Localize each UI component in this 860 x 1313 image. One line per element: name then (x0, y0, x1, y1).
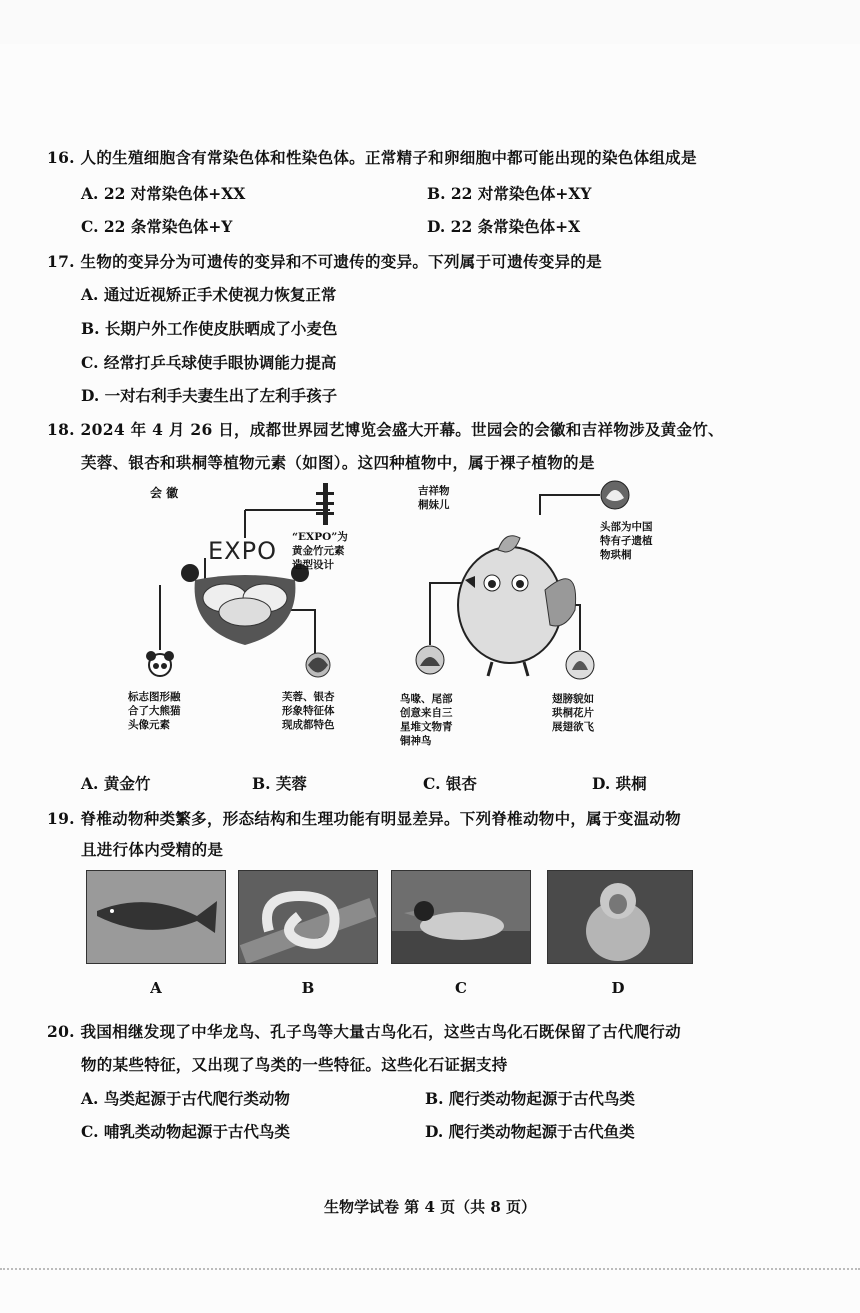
q18-option-b: B. 芙蓉 (252, 774, 307, 793)
q18-stem-line1: 18. 2024 年 4 月 26 日，成都世界园艺博览会盛大开幕。世园会的会徽和吉祥物涉及黄金竹、 (47, 420, 724, 439)
wing-note-line3: 展翅欲飞 (552, 721, 594, 733)
mascot-label (418, 484, 450, 512)
panda-note-line1: 标志图形融 (128, 691, 181, 703)
bamboo-icon (316, 483, 334, 525)
q17-stem: 17. 生物的变异分为可遗传的变异和不可遗传的变异。下列属于可遗传变异的是 (47, 252, 602, 271)
expo-logo-text: EXPO (208, 537, 277, 565)
dove-tree-icon (601, 481, 629, 509)
dove-tree-note (600, 520, 653, 562)
q20-option-a: A. 鸟类起源于古代爬行类动物 (81, 1089, 290, 1108)
q19-stem-line1: 19. 脊椎动物种类繁多，形态结构和生理功能有明显差异。下列脊椎动物中，属于变温动物 (47, 809, 681, 828)
q18-option-d: D. 珙桐 (592, 774, 647, 793)
ginkgo-note-line1: 鸟喙、尾部 (400, 693, 453, 705)
snake-photo (238, 870, 378, 964)
wing-note-line1: 翅膀貌如 (552, 693, 594, 705)
photo-label-b: B (301, 979, 315, 997)
ginkgo-icon (416, 646, 444, 674)
hibiscus-note-line3: 现成都特色 (282, 719, 335, 731)
fish-icon (87, 871, 225, 963)
dove-tree-note-line2: 特有孑遗植 (600, 535, 653, 547)
duck-icon (392, 871, 530, 963)
dove-tree-note-line1: 头部为中国 (600, 521, 653, 533)
monkey-icon (548, 871, 692, 963)
flower-icon (566, 651, 594, 679)
fish-photo (86, 870, 226, 964)
page-footer: 生物学试卷 第 4 页（共 8 页） (324, 1198, 536, 1216)
hibiscus-note (282, 690, 335, 732)
bamboo-note (292, 530, 348, 572)
ginkgo-note-line4: 铜神鸟 (400, 735, 432, 747)
hibiscus-note-line1: 芙蓉、银杏 (282, 691, 335, 703)
ginkgo-note-line3: 星堆文物青 (400, 721, 453, 733)
photo-label-a: A (150, 979, 162, 997)
panda-note-line2: 合了大熊猫 (128, 705, 181, 717)
q18-option-c: C. 银杏 (423, 774, 477, 793)
top-band (0, 0, 860, 45)
wing-note-line2: 珙桐花片 (552, 707, 594, 719)
hibiscus-icon (306, 653, 330, 677)
photo-label-d: D (611, 979, 625, 997)
q16-option-d: D. 22 条常染色体+X (427, 217, 581, 236)
bamboo-note-line3: 造型设计 (292, 559, 334, 571)
mascot-label-line2: 桐妹儿 (418, 499, 450, 511)
wing-note (552, 692, 594, 734)
q20-stem-line1: 20. 我国相继发现了中华龙鸟、孔子鸟等大量古鸟化石，这些古鸟化石既保留了古代爬行动 (47, 1022, 681, 1041)
hibiscus-note-line2: 形象特征体 (282, 705, 335, 717)
q16-option-a: A. 22 对常染色体+XX (81, 184, 246, 203)
bamboo-note-line2: 黄金竹元素 (292, 545, 345, 557)
dove-tree-note-line3: 物珙桐 (600, 549, 632, 561)
q20-stem-line2: 物的某些特征，又出现了鸟类的一些特征。这些化石证据支持 (81, 1055, 508, 1074)
mascot-label-line1: 吉祥物 (418, 485, 450, 497)
q18-figure (120, 480, 760, 780)
emblem-label: 会 徽 (150, 486, 179, 500)
photo-label-c: C (455, 979, 467, 997)
ginkgo-note (400, 692, 453, 748)
q18-option-a: A. 黄金竹 (81, 774, 151, 793)
q17-option-b: B. 长期户外工作使皮肤晒成了小麦色 (81, 319, 338, 338)
q17-option-d: D. 一对右利手夫妻生出了左利手孩子 (81, 386, 338, 405)
q19-stem-line2: 且进行体内受精的是 (81, 840, 224, 859)
q16-option-b: B. 22 对常染色体+XY (427, 184, 592, 203)
panda-icon (146, 651, 174, 676)
q17-option-a: A. 通过近视矫正手术使视力恢复正常 (81, 285, 337, 304)
panda-note-line3: 头像元素 (128, 719, 170, 731)
q16-option-c: C. 22 条常染色体+Y (81, 217, 233, 236)
bottom-edge (0, 1268, 860, 1274)
ginkgo-note-line2: 创意来自三 (400, 707, 453, 719)
monkey-photo (547, 870, 693, 964)
q20-option-b: B. 爬行类动物起源于古代鸟类 (425, 1089, 635, 1108)
duck-photo (391, 870, 531, 964)
q20-option-d: D. 爬行类动物起源于古代鱼类 (425, 1122, 635, 1141)
snake-icon (239, 871, 377, 963)
bamboo-note-line1: “EXPO”为 (292, 531, 348, 543)
panda-note (128, 690, 181, 732)
q18-stem-line2: 芙蓉、银杏和珙桐等植物元素（如图）。这四种植物中，属于裸子植物的是 (81, 453, 595, 472)
q17-option-c: C. 经常打乒乓球使手眼协调能力提高 (81, 353, 337, 372)
q16-stem: 16. 人的生殖细胞含有常染色体和性染色体。正常精子和卵细胞中都可能出现的染色体组成是 (47, 148, 697, 167)
q20-option-c: C. 哺乳类动物起源于古代鸟类 (81, 1122, 290, 1141)
